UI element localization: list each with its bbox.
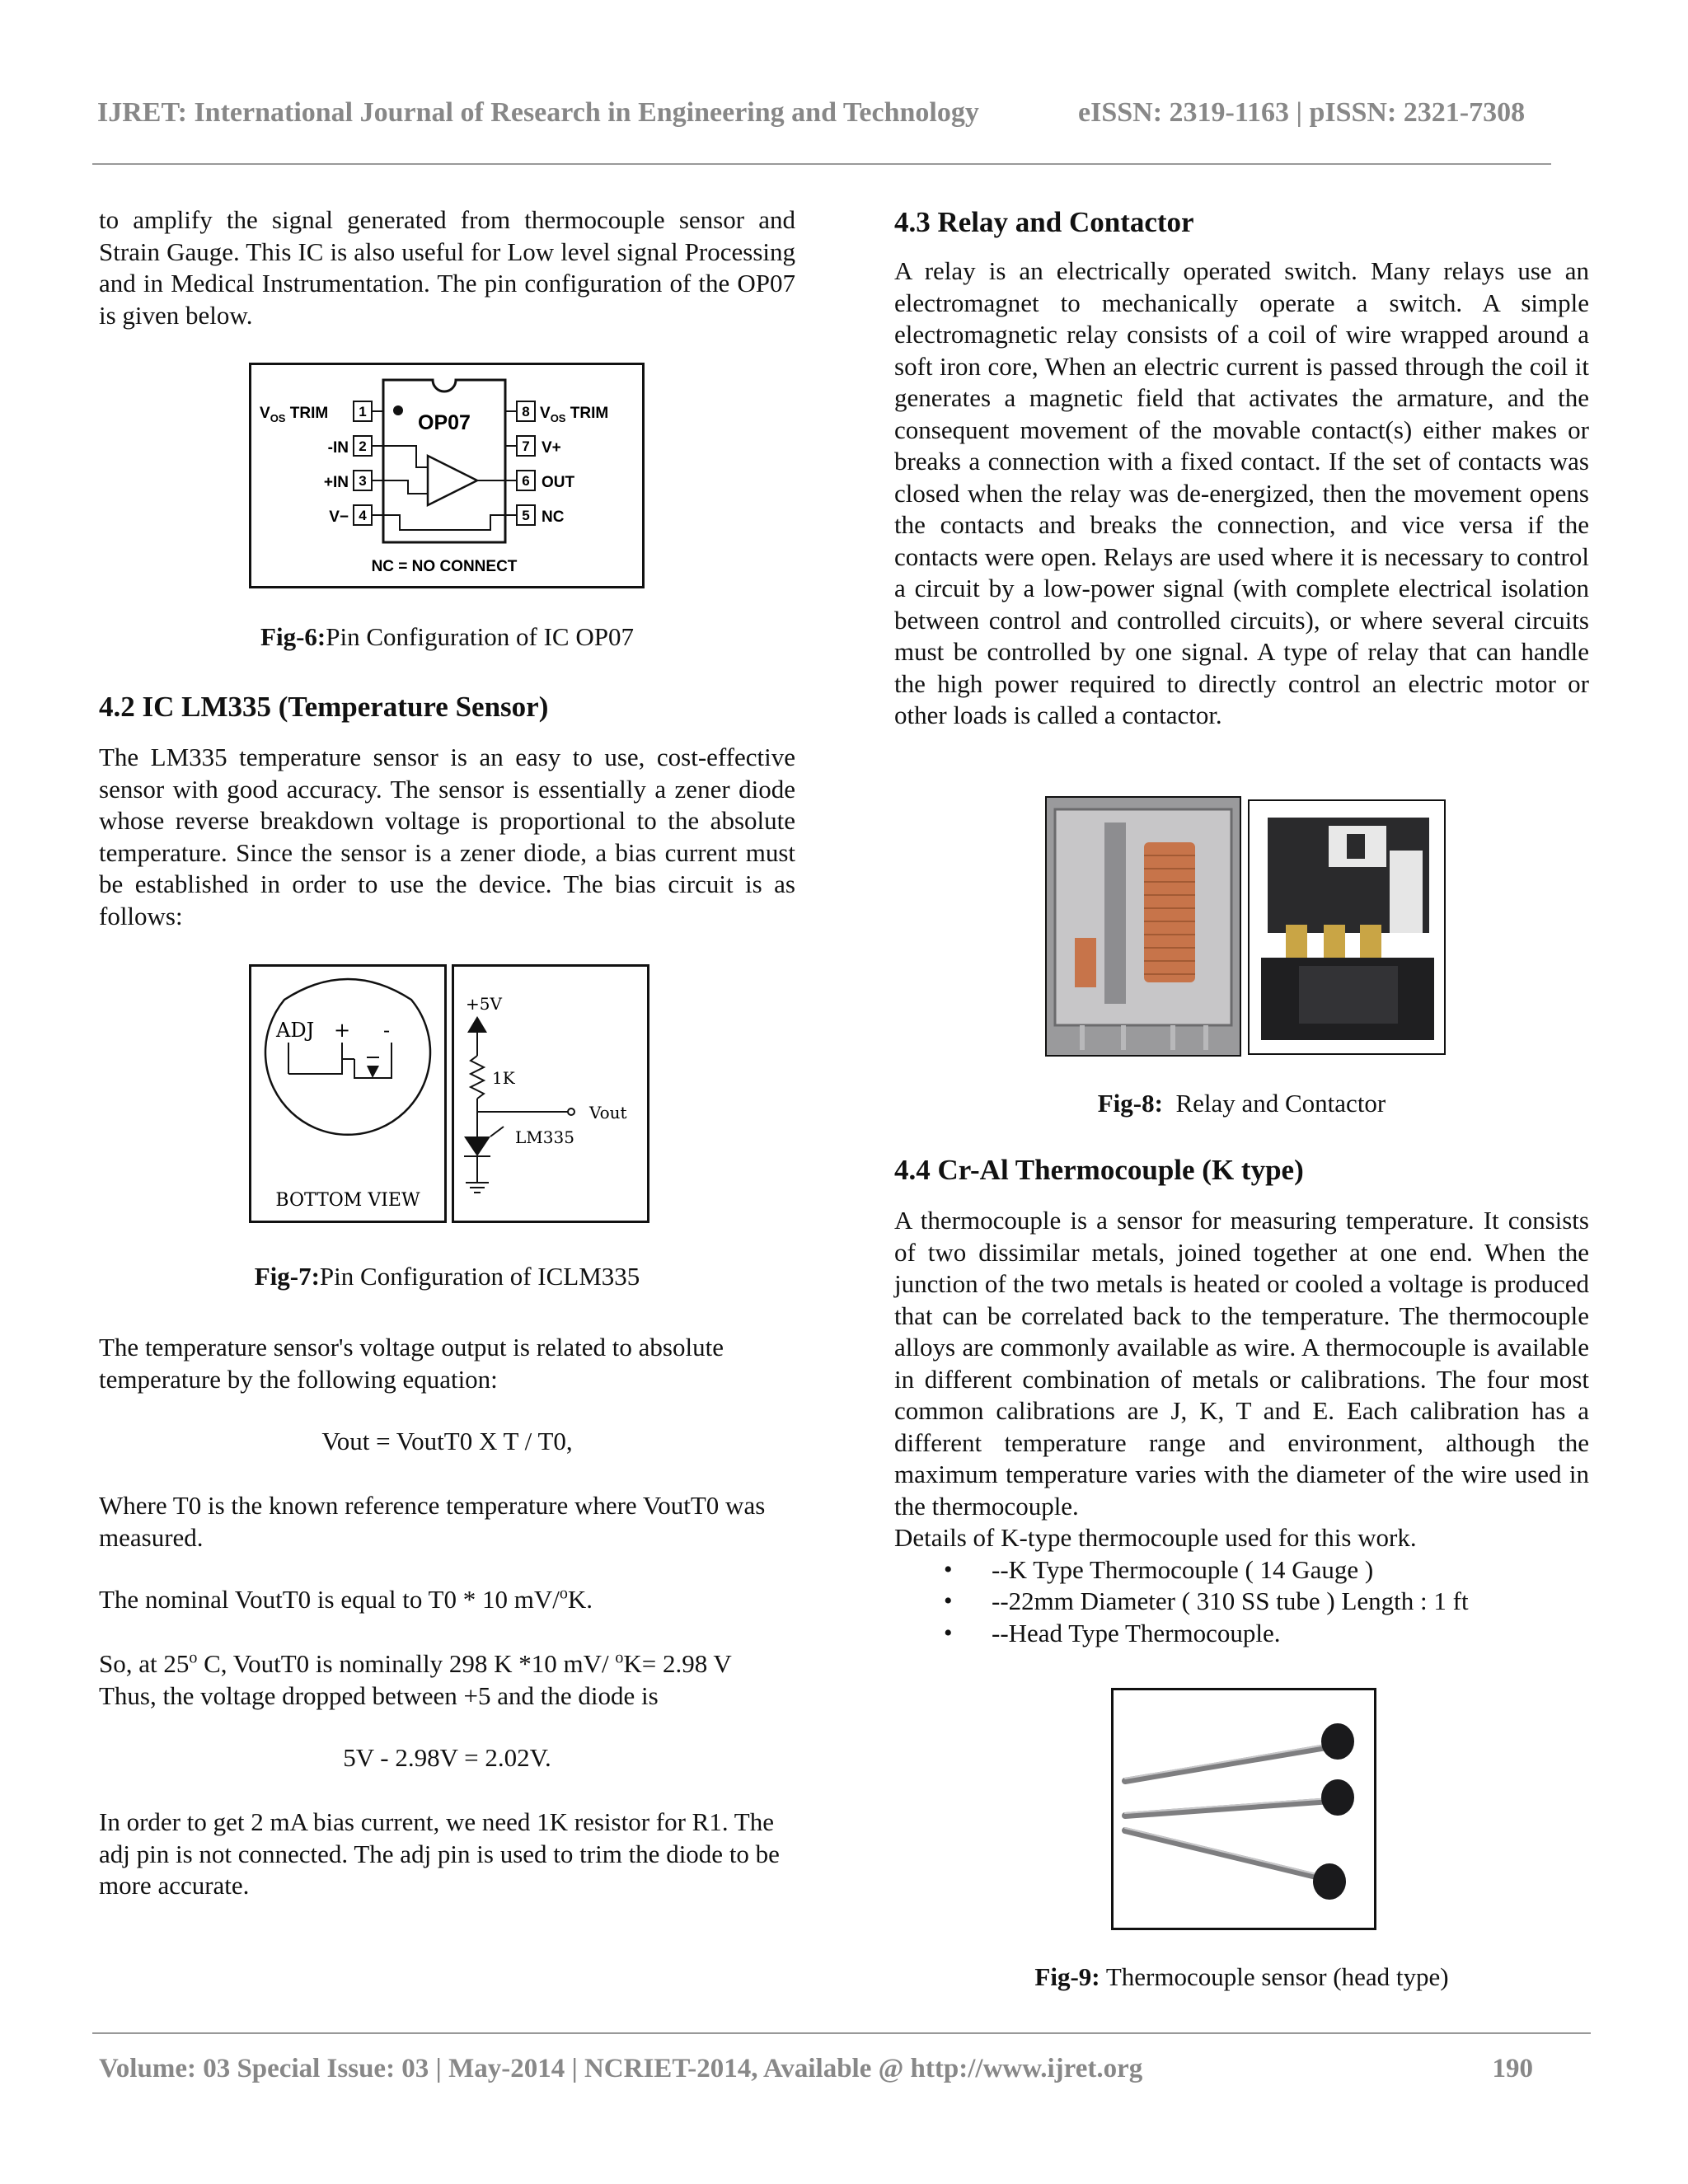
thermocouple-paragraph: A thermocouple is a sensor for measuring temperature. It consists of two dissimilar metals, joined together at one end. When the junction of the two metals is heated or cooled a voltage is produced that can be correlated back to the temperature. The thermocouple alloys are commonly available as wire. A thermocouple is available in different combination of metals or calibrations. The four most common calibrations are J, K, T and E. Each calibration has a different temperature range and environment, although the maximum temperature varies with the diameter of the wire used in the thermocouple. <box>894 1206 1589 1521</box>
fig6-caption: Fig-6:Pin Configuration of IC OP07 <box>260 622 634 651</box>
svg-text:ADJ: ADJ <box>276 1019 315 1042</box>
footer-text: Volume: 03 Special Issue: 03 | May-2014 | NCRIET-2014, Available @ http://www.ijret.org <box>99 2054 1143 2083</box>
svg-text:5: 5 <box>522 508 530 523</box>
section-4-2-heading: 4.2 IC LM335 (Temperature Sensor) <box>99 691 549 723</box>
svg-text:V+: V+ <box>542 439 561 457</box>
svg-text:+5V: +5V <box>466 994 502 1014</box>
svg-text:-: - <box>383 1019 391 1042</box>
details-text: Details of K-type thermocouple used for this work. <box>894 1523 1417 1552</box>
list-item: • --K Type Thermocouple ( 14 Gauge ) <box>894 1554 1589 1586</box>
svg-text:7: 7 <box>522 438 530 454</box>
list-item: • --22mm Diameter ( 310 SS tube ) Length : 1 ft <box>894 1586 1589 1618</box>
svg-text:8: 8 <box>522 404 530 419</box>
fig7-bias-circuit <box>452 964 649 1223</box>
svg-text:-IN: -IN <box>327 439 349 457</box>
chip-name: OP07 <box>418 411 471 434</box>
fig8-contactor-photo <box>1248 799 1446 1055</box>
thus-text: Thus, the voltage dropped between +5 and the diode is <box>99 1680 659 1710</box>
svg-text:OUT: OUT <box>542 474 575 491</box>
spec-list <box>894 1554 1589 1650</box>
page-number: 190 <box>1492 2054 1533 2083</box>
footer-rule <box>92 2032 1591 2034</box>
nc-note: NC = NO CONNECT <box>371 558 518 575</box>
issn-text: eISSN: 2319-1163 | pISSN: 2321-7308 <box>1078 97 1526 128</box>
svg-text:NC: NC <box>542 509 565 526</box>
so-text: So, at 25$^o$ C, VoutT0 is nominally 298 K *10 mV/ $^o$K= 2.98 V <box>99 1648 732 1678</box>
svg-text:1: 1 <box>359 404 367 419</box>
list-item: • --Head Type Thermocouple. <box>894 1618 1589 1650</box>
fig8-relay-photo <box>1045 796 1241 1057</box>
lm335-paragraph: The LM335 temperature sensor is an easy to use, cost-effective sensor with good accuracy. The sensor is essentially a zener diode whose reverse breakdown voltage is proportional to the absolute temperature. Since the sensor is a zener diode, a bias current must be established in order to use the device. The bias circuit is as follows: <box>99 743 795 930</box>
final-paragraph: In order to get 2 mA bias current, we need 1K resistor for R1. The adj pin is not connected. The adj pin is used to trim the diode to be more accurate. <box>99 1807 780 1900</box>
svg-text:6: 6 <box>522 473 530 489</box>
left-column <box>99 204 795 331</box>
svg-text:VOS TRIM: $V_{OS}$ TRIM <box>260 405 329 424</box>
svg-text:4: 4 <box>359 508 367 523</box>
fig9-caption: Fig-9: Thermocouple sensor (head type) <box>1034 1962 1449 1991</box>
header-rule <box>92 163 1551 165</box>
fig7-lm335-bottom-view <box>249 964 447 1223</box>
intro-paragraph: to amplify the signal generated from thermocouple sensor and Strain Gauge. This IC is also useful for Low level signal Processing and in Medical Instrumentation. The pin configuration of the OP07 is given below. <box>99 205 795 330</box>
nominal-text: The nominal VoutT0 is equal to T0 * 10 mV/$^o$K. <box>99 1584 593 1614</box>
bottom-view-label: BOTTOM VIEW <box>275 1190 420 1211</box>
where-text: Where T0 is the known reference temperature where VoutT0 was measured. <box>99 1491 766 1552</box>
svg-text:VOS TRIM: $V_{OS}$ TRIM <box>540 405 609 424</box>
running-footer <box>99 2054 1533 2084</box>
section-4-3-heading: 4.3 Relay and Contactor <box>894 206 1194 238</box>
svg-text:3: 3 <box>359 473 367 489</box>
journal-title: IJRET: International Journal of Research in Engineering and Technology <box>97 97 979 128</box>
equation-2: 5V - 2.98V = 2.02V. <box>343 1743 551 1772</box>
equation-1: Vout = VoutT0 X T / T0, <box>321 1427 573 1455</box>
equation-intro: The temperature sensor's voltage output is related to absolute temperature by the following equation: <box>99 1333 724 1394</box>
fig6-op07-pinout <box>249 363 645 588</box>
svg-text:1K: 1K <box>492 1068 515 1088</box>
fig9-thermocouple-photo <box>1111 1688 1376 1930</box>
svg-text:+IN: +IN <box>323 474 349 491</box>
fig8-caption: Fig-8: Relay and Contactor <box>1097 1089 1386 1118</box>
relay-paragraph: A relay is an electrically operated switch. Many relays use an electromagnet to mechanically operate a switch. A simple electromagnetic relay consists of a coil of wire wrapped around a soft iron core, When an electric current is passed through the coil it generates a magnetic field that activates the armature, and the consequent movement of the movable contact(s) either makes or breaks a connection with a fixed contact. If the set of contacts was closed when the relay was de-energized, then the movement opens the contacts and breaks the connection, and vice versa if the contacts were open. Relays are used where it is necessary to control a circuit by a low-power signal (with complete electrical isolation between control and controlled circuits), or where several circuits must be controlled by one signal. A type of relay that can handle the high power required to directly control an electric motor or other loads is called a contactor. <box>894 256 1589 729</box>
svg-text:+: + <box>334 1019 351 1042</box>
svg-text:Vout: Vout <box>589 1103 627 1122</box>
svg-text:V−: V− <box>329 509 349 526</box>
svg-text:LM335: LM335 <box>515 1127 574 1147</box>
fig7-caption: Fig-7:Pin Configuration of ICLM335 <box>254 1262 640 1291</box>
section-4-4-heading: 4.4 Cr-Al Thermocouple (K type) <box>894 1154 1304 1186</box>
svg-text:2: 2 <box>359 438 367 454</box>
